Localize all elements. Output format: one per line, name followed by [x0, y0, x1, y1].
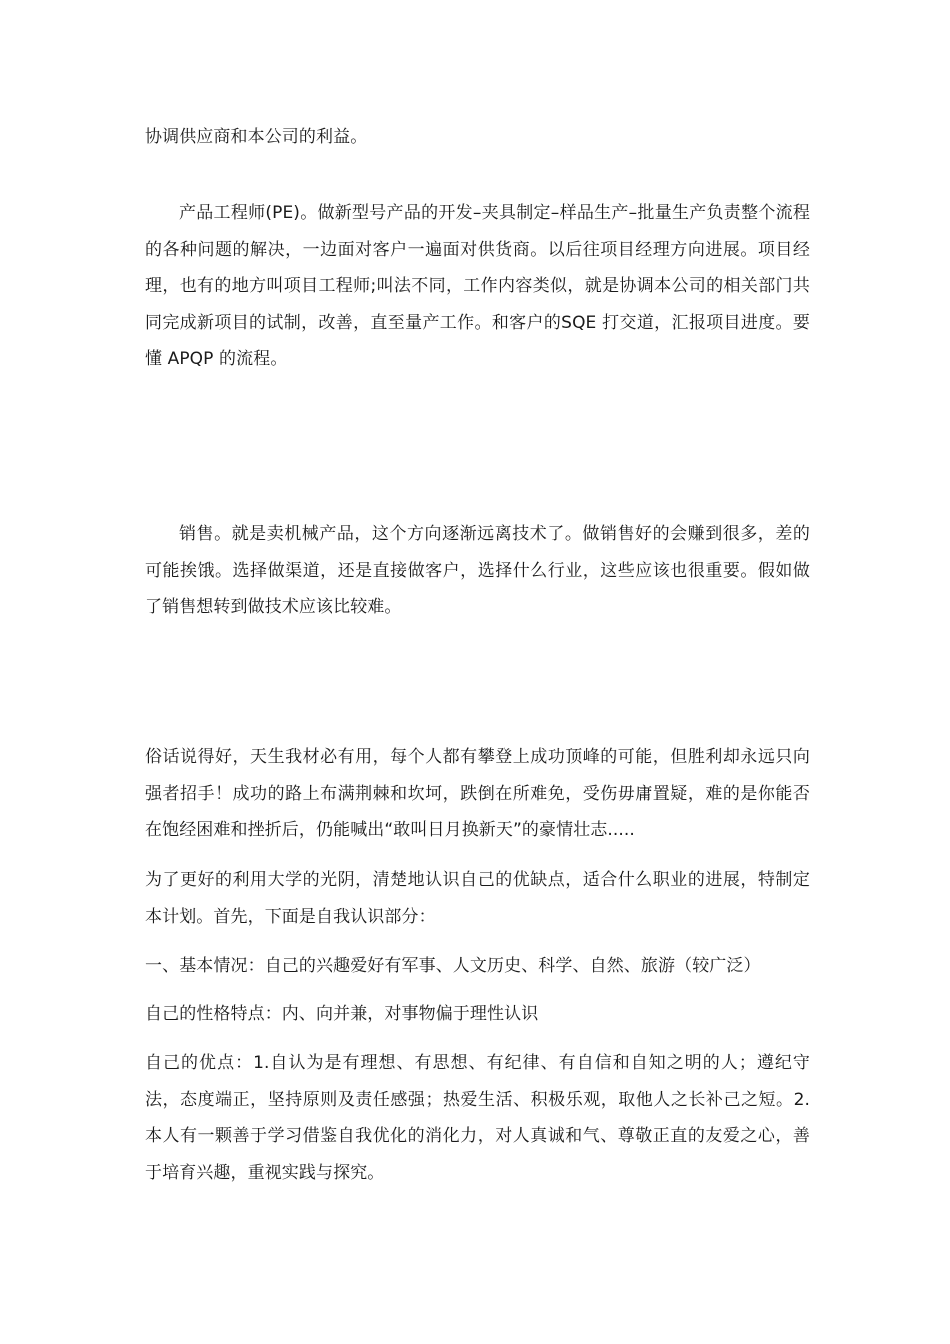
paragraph-personality: 自己的性格特点：内、向并兼，对事物偏于理性认识 [145, 1004, 539, 1024]
paragraph-proverb: 俗话说得好，天生我材必有用，每个人都有攀登上成功顶峰的可能，但胜利却永远只向强者招手！成功的路上布满荆棘和坎坷，跌倒在所难免，受伤毋庸置疑，难的是你能否在饱经困难和挫折后，仍能喊出“敢叫日月换新天”的豪情壮志..... [145, 747, 810, 840]
paragraph-supplier-interest: 协调供应商和本公司的利益。 [145, 127, 368, 147]
paragraph-product-engineer: 产品工程师(PE)。做新型号产品的开发–夹具制定–样品生产–批量生产负责整个流程的各种问题的解决，一边面对客户一遍面对供货商。以后往项目经理方向进展。项目经理，也有的地方叫项目工程师;叫法不同，工作内容类似，就是协调本公司的相关部门共同完成新项目的试制，改善，直至量产工作。和客户的SQE 打交道，汇报项目进度。要懂 APQP 的流程。 [145, 203, 810, 369]
paragraph-strengths: 自己的优点：1.自认为是有理想、有思想、有纪律、有自信和自知之明的人；遵纪守法，态度端正，坚持原则及责任感强；热爱生活、积极乐观，取他人之长补己之短。2.本人有一颗善于学习借鉴自我优化的消化力，对人真诚和气、尊敬正直的友爱之心，善于培育兴趣，重视实践与探究。 [145, 1053, 810, 1183]
paragraph-plan-intro: 为了更好的利用大学的光阴，清楚地认识自己的优缺点，适合什么职业的进展，特制定本计划。首先，下面是自我认识部分： [145, 870, 810, 927]
paragraph-basic-info: 一、基本情况：自己的兴趣爱好有军事、人文历史、科学、自然、旅游（较广泛） [145, 956, 761, 976]
paragraph-sales: 销售。就是卖机械产品，这个方向逐渐远离技术了。做销售好的会赚到很多，差的可能挨饿。选择做渠道，还是直接做客户，选择什么行业，这些应该也很重要。假如做了销售想转到做技术应该比较难。 [145, 524, 810, 617]
